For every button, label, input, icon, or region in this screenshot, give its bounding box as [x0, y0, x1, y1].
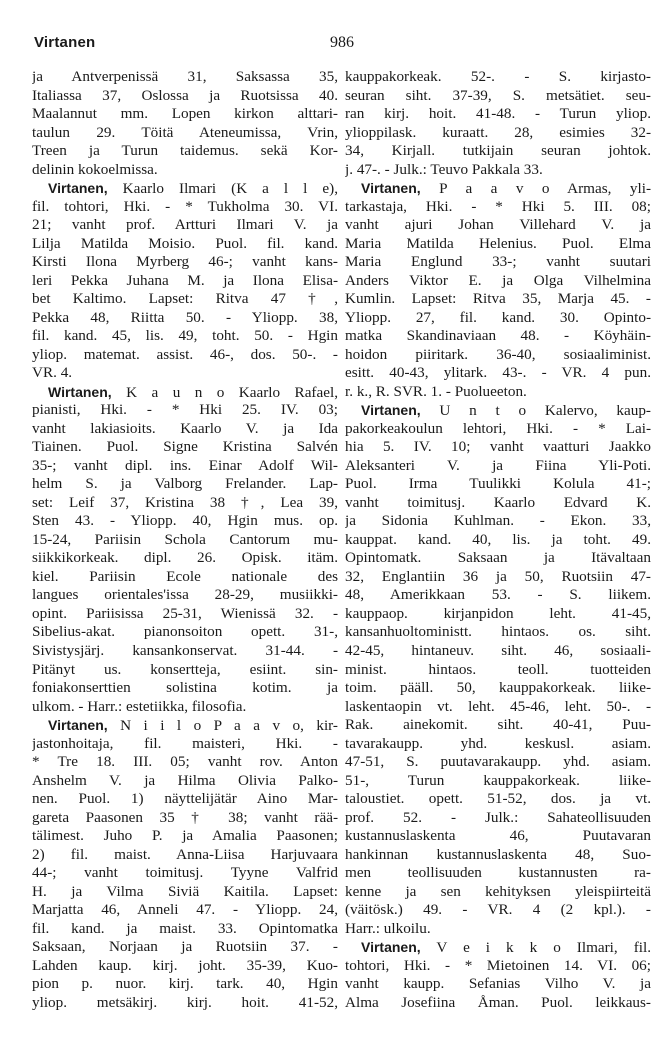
line-text: vanht lakiasioits. Kaarlo V. ja Ida [32, 419, 338, 437]
line-text: Puol. Irma Tuulikki Kolula 41-; [345, 475, 651, 493]
line-text: Maalannut mm. Lopen kirkon alttari- [32, 105, 338, 123]
text-line [32, 87, 338, 106]
line-text: ja Sidonia Kuhlman. - Ekon. 33, [345, 512, 651, 530]
line-text: 35-; vanht dipl. ins. Einar Adolf Wil- [32, 456, 338, 474]
text-line [32, 290, 338, 309]
page-header [34, 34, 646, 54]
text-line [32, 401, 338, 420]
text-line [32, 531, 338, 550]
line-text: esitt. 40-43, ylitark. 43-. - VR. 4 pun. [345, 364, 651, 382]
line-text: tohtori, Hki. - * Mietoinen 14. VI. 06; [345, 956, 651, 974]
text-line [345, 661, 651, 680]
text-line [345, 605, 651, 624]
text-line [345, 827, 651, 846]
line-text: Rak. ainekomit. siht. 40-41, Puu- [345, 716, 651, 734]
line-text: pakorkeakoulun lehtori, Hki. - * Lai- [345, 419, 651, 437]
line-text: * Tre 18. III. 05; vanht rov. Anton [32, 753, 338, 771]
text-line [32, 142, 338, 161]
line-text: siikkikorkeak. dipl. 26. Opisk. itäm. [32, 549, 338, 567]
text-line [32, 864, 338, 883]
text-line [32, 346, 338, 365]
line-text: kauppaop. kirjanpidon leht. 41-45, [345, 604, 651, 622]
line-text: 32, Englantiin 36 ja 50, Ruotsiin 47- [345, 567, 651, 585]
text-line [345, 457, 651, 476]
line-text: Lahden kaup. kirj. joht. 35-39, Kuo- [32, 956, 338, 974]
text-line [345, 475, 651, 494]
text-line [32, 790, 338, 809]
text-line [32, 809, 338, 828]
text-line [345, 883, 651, 902]
line-text: P a a v o Armas, yli- [420, 180, 651, 198]
line-text: U n t o Kalervo, kaup- [420, 402, 651, 420]
entry-surname: Wirtanen, [48, 383, 112, 400]
line-text: r. k., R. SVR. 1. - Puolueeton. [345, 382, 527, 400]
line-text: tarkastaja, Hki. - * Hki 5. III. 08; [345, 197, 651, 215]
line-text: 15-24, Pariisin Schola Cantorum mu- [32, 530, 338, 548]
line-text: vanht kaupp. Sefanias Vilho V. ja [345, 975, 651, 993]
line-text: yliop. metsäkirj. kirj. hoit. 41-52, [32, 993, 338, 1011]
line-text: fil. kand. ja maist. 33. Opintomatka [32, 919, 338, 937]
line-text: ylioppilask. kuraatt. 28, esimies 32- [345, 123, 651, 141]
text-line [345, 735, 651, 754]
text-line [32, 124, 338, 143]
text-line [32, 901, 338, 920]
text-line [345, 142, 651, 161]
text-line [345, 105, 651, 124]
line-text: Marjatta 46, Anneli 47. - Yliopp. 24, [32, 901, 338, 919]
line-text: Kirsti Ilona Myrberg 46-; vanht kans- [32, 253, 338, 271]
line-text: Sibelius-akat. pianonsoiton opett. 31-, [32, 623, 338, 641]
text-line [32, 661, 338, 680]
text-line [345, 716, 651, 735]
text-line [32, 994, 338, 1013]
line-text: 48, Amerikkaan 53. - S. liikem. [345, 586, 651, 604]
line-text: Pekka 48, Riitta 50. - Yliopp. 38, [32, 308, 338, 326]
line-text: Saksaan, Norjaan ja Ruotsiin 37. - [32, 938, 338, 956]
text-line [345, 957, 651, 976]
text-line [345, 679, 651, 698]
entry-surname: Virtanen, [361, 180, 421, 197]
text-line [32, 309, 338, 328]
line-text: nen. Puol. 1) näyttelijätär Aino Mar- [32, 790, 338, 808]
text-line [345, 364, 651, 383]
text-line [345, 698, 651, 717]
text-line [345, 309, 651, 328]
line-text: ja Antverpenissä 31, Saksassa 35, [32, 68, 338, 85]
line-text: leri Pekka Juhana M. ja Ilona Elisa- [32, 271, 338, 289]
line-text: Lilja Matilda Moisio. Puol. fil. kand. [32, 234, 338, 252]
line-text: Pitänyt us. konsertteja, esiint. sin- [32, 660, 338, 678]
line-text: Harr.: ulkoilu. [345, 919, 431, 937]
text-line [32, 364, 338, 383]
entry-heading-line [32, 716, 338, 735]
line-text: kauppakorkeak. 52-. - S. kirjasto- [345, 68, 651, 85]
text-line [32, 475, 338, 494]
text-line [345, 790, 651, 809]
line-text: foniakonserttien solistina kotim. ja [32, 679, 338, 697]
line-text: toim. pääll. 50, kauppakorkeak. liike- [345, 679, 651, 697]
text-line [345, 586, 651, 605]
text-line [32, 420, 338, 439]
line-text: Opintomatk. Saksaan ja Itävaltaan [345, 549, 651, 567]
text-line [32, 605, 338, 624]
text-line [345, 920, 651, 939]
line-text: kauppat. kand. 40, lis. ja toht. 49. [345, 530, 651, 548]
line-text: delinin kokoelmissa. [32, 160, 158, 178]
entry-surname: Virtanen, [48, 717, 108, 734]
text-line [32, 161, 338, 180]
text-line [32, 549, 338, 568]
text-line [345, 975, 651, 994]
line-text: vanht toimitusj. Kaarlo Edvard K. [345, 493, 651, 511]
line-text: Anders Viktor E. ja Olga Vilhelmina [345, 271, 651, 289]
text-line [345, 124, 651, 143]
text-line [345, 809, 651, 828]
text-line [345, 901, 651, 920]
line-text: opint. Pariisissa 25-31, Wienissä 32. - [32, 604, 338, 622]
line-text: pianisti, Hki. - * Hki 25. IV. 03; [32, 401, 338, 419]
text-line [345, 235, 651, 254]
line-text: 2) fil. maist. Anna-Liisa Harjuvaara [32, 845, 338, 863]
text-line [345, 642, 651, 661]
text-line [345, 531, 651, 550]
line-text: jastonhoitaja, fil. maisteri, Hki. - [32, 734, 338, 752]
entry-surname: Virtanen, [361, 402, 421, 419]
line-text: j. 47-. - Julk.: Teuvo Pakkala 33. [345, 160, 543, 178]
text-line [345, 420, 651, 439]
line-text: Kumlin. Lapset: Ritva 35, Marja 45. - [345, 290, 651, 308]
line-text: 47-51, S. puutavarakaupp. yhd. asiam. [345, 753, 651, 771]
text-line [32, 327, 338, 346]
text-line [345, 216, 651, 235]
text-line [345, 290, 651, 309]
line-text: kustannuslaskenta 46, Puutavaran [345, 827, 651, 845]
line-text: fil. kand. 45, lis. 49, toht. 50. - Hgin [32, 327, 338, 345]
line-text: 51-, Turun kauppakorkeak. liike- [345, 771, 651, 789]
line-text: bet Kaltimo. Lapset: Ritva 47 †, [32, 290, 338, 308]
line-text: V e i k k o Ilmari, fil. [420, 939, 651, 957]
text-line [32, 698, 338, 717]
line-text: ulkom. - Harr.: estetiikka, filosofia. [32, 697, 247, 715]
text-line [32, 642, 338, 661]
line-text: hoidon piiritark. 36-40, sosiaaliminist. [345, 345, 651, 363]
text-line [345, 494, 651, 513]
line-text: set: Leif 37, Kristina 38 †, Lea 39, [32, 493, 338, 511]
line-text: Anshelm V. ja Hilma Olivia Palko- [32, 771, 338, 789]
text-line [345, 438, 651, 457]
text-line [345, 272, 651, 291]
text-line [32, 216, 338, 235]
line-text: Sivistysjärj. kansankonservat. 31-44. - [32, 641, 338, 659]
text-line [32, 198, 338, 217]
text-line [32, 772, 338, 791]
line-text: gareta Paasonen 35 † 38; vanht rää- [32, 808, 338, 826]
text-line [32, 679, 338, 698]
text-line [345, 864, 651, 883]
text-line [345, 846, 651, 865]
line-text: yliop. matemat. assist. 46-, dos. 50-. - [32, 345, 338, 363]
text-line [345, 327, 651, 346]
text-line [345, 87, 651, 106]
line-text: 21; vanht prof. Artturi Ilmari V. ja [32, 216, 338, 234]
text-line [32, 235, 338, 254]
line-text: Yliopp. 27, fil. kand. 30. Opinto- [345, 308, 651, 326]
text-line [32, 253, 338, 272]
entry-heading-line [345, 401, 651, 420]
line-text: langues orientales'issa 28-29, musiikki- [32, 586, 338, 604]
line-text: tälimest. Juho P. ja Amalia Paasonen; [32, 827, 338, 845]
text-line [32, 494, 338, 513]
line-text: Alma Josefiina Åman. Puol. leikkaus- [345, 993, 651, 1011]
entry-surname: Virtanen, [48, 180, 108, 197]
text-line [32, 920, 338, 939]
text-line [32, 586, 338, 605]
line-text: Treen ja Turun taidemus. sekä Kor- [32, 142, 338, 160]
text-line [345, 623, 651, 642]
running-head: Virtanen [34, 34, 96, 51]
line-text: VR. 4. [32, 364, 73, 382]
text-line [345, 568, 651, 587]
text-line [32, 68, 338, 87]
line-text: kiel. Pariisin Ecole nationale des [32, 567, 338, 585]
line-text: tavarakaupp. yhd. keskusl. asiam. [345, 734, 651, 752]
text-line [32, 438, 338, 457]
line-text: Maria Matilda Helenius. Puol. Elma [345, 234, 651, 252]
text-line [345, 512, 651, 531]
text-line [32, 975, 338, 994]
page-number: 986 [330, 34, 354, 51]
line-text: laskentaopin vt. leht. 45-46, leht. 50-. - [345, 697, 651, 715]
line-text: (väitösk.) 49. - VR. 4 (2 kpl.). - [345, 901, 651, 919]
line-text: Maria Englund 33-; vanht suutari [345, 253, 651, 271]
line-text: taulun 29. Töitä Ateneumissa, Vrin, [32, 123, 338, 141]
line-text: kansanhuoltoministt. hintaos. os. siht. [345, 623, 651, 641]
text-line [345, 994, 651, 1013]
line-text: seuran siht. 37-39, S. metsätiet. seu- [345, 86, 651, 104]
line-text: taloustiet. opett. 51-52, dos. ja vt. [345, 790, 651, 808]
line-text: N i i l o P a a v o, kir- [107, 717, 338, 735]
line-text: matka Skandinaviaan 48. - Köyhäin- [345, 327, 651, 345]
text-line [32, 938, 338, 957]
line-text: Sten 43. - Yliopp. 40, Hgin mus. op. [32, 512, 338, 530]
line-text: Aleksanteri V. ja Fiina Yli-Poti. [345, 456, 651, 474]
text-line [345, 198, 651, 217]
text-line [345, 753, 651, 772]
entry-heading-line [32, 383, 338, 402]
text-line [32, 457, 338, 476]
text-line [345, 253, 651, 272]
text-line [32, 957, 338, 976]
text-line [345, 346, 651, 365]
line-text: hankinnan kustannuslaskenta 48, Suo- [345, 845, 651, 863]
text-line [32, 827, 338, 846]
line-text: men teollisuuden kustannusten ra- [345, 864, 651, 882]
line-text: 44-; vanht toimitusj. Tyyne Valfrid [32, 864, 338, 882]
text-line [32, 846, 338, 865]
line-text: helm S. ja Valborg Frelander. Lap- [32, 475, 338, 493]
line-text: H. ja Vilma Siviä Kaitila. Lapset: [32, 882, 338, 900]
text-line [345, 549, 651, 568]
left-column [32, 68, 338, 1048]
entry-heading-line [32, 179, 338, 198]
line-text: prof. 52. - Julk.: Sahateollisuuden [345, 808, 651, 826]
text-line [32, 272, 338, 291]
line-text: Italiassa 37, Oslossa ja Ruotsissa 40. [32, 86, 338, 104]
text-line [32, 883, 338, 902]
line-text: pion p. nuor. kirj. tark. 40, Hgin [32, 975, 338, 993]
line-text: minist. hintaos. teoll. tuotteiden [345, 660, 651, 678]
line-text: Kaarlo Ilmari (K a l l e), [107, 180, 338, 198]
line-text: Tiainen. Puol. Signe Kristina Salvén [32, 438, 338, 456]
text-line [345, 161, 651, 180]
line-text: kenne ja sen kehityksen yleispiirteitä [345, 882, 651, 900]
text-line [32, 623, 338, 642]
entry-surname: Virtanen, [361, 939, 421, 956]
text-line [32, 735, 338, 754]
text-line [345, 383, 651, 402]
text-line [345, 68, 651, 87]
text-line [32, 512, 338, 531]
text-line [32, 568, 338, 587]
line-text: hia 5. IV. 10; vanht vaatturi Jaakko [345, 438, 651, 456]
line-text: K a u n o Kaarlo Rafael, [111, 383, 338, 401]
line-text: 34, Kirjall. tutkijain seuran johtok. [345, 142, 651, 160]
entry-heading-line [345, 179, 651, 198]
entry-heading-line [345, 938, 651, 957]
line-text: fil. tohtori, Hki. - * Tukholma 30. VI. [32, 197, 338, 215]
line-text: 42-45, hintaneuv. siht. 46, sosiaali- [345, 641, 651, 659]
text-line [32, 753, 338, 772]
line-text: vanht ajuri Johan Villehard V. ja [345, 216, 651, 234]
text-line [345, 772, 651, 791]
text-line [32, 105, 338, 124]
line-text: ran kirj. hoit. 41-48. - Turun yliop. [345, 105, 651, 123]
right-column [345, 68, 651, 1048]
